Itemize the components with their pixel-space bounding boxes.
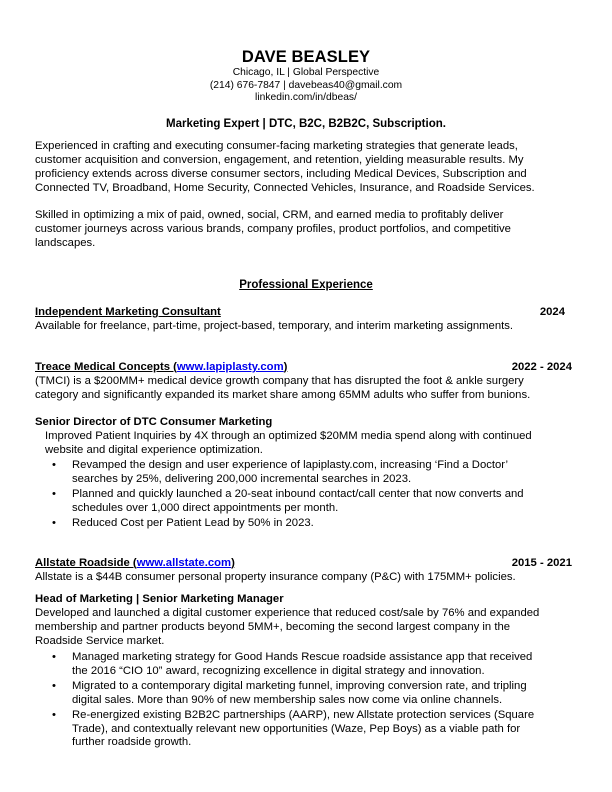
phone-email-line: (214) 676-7847 | davebeas40@gmail.com (209, 79, 403, 91)
summary-line: Connected TV, Broadband, Home Security, Connected Vehicles, Insurance, and Roadside Services. (35, 181, 535, 194)
linkedin-url: linkedin.com/in/dbeas/ (255, 92, 357, 103)
achievement-item: • Managed marketing strategy for Good Hands Rescue roadside assistance app that received the 2016 “CIO 10” award, recognizing excellence in digital strategy and innovation. (52, 651, 533, 677)
summary-line: Skilled in optimizing a mix of paid, owned, social, CRM, and earned media to profitably deliver (35, 209, 504, 221)
company-website-link[interactable]: www.lapiplasty.com (176, 361, 284, 373)
section-title-experience: Professional Experience (239, 279, 373, 291)
job-years: 2015 - 2021 (511, 557, 572, 569)
company-name: Treace Medical Concepts (www.lapiplasty.com) (35, 361, 288, 373)
role-summary: Improved Patient Inquiries by 4X through an optimized $20MM media spend along with continued website and digital experience optimization. (45, 430, 532, 456)
job-description: Available for freelance, part-time, project-based, temporary, and interim marketing assignments. (35, 320, 514, 332)
bullet-icon: • (52, 459, 56, 471)
bullet-icon: • (52, 516, 56, 529)
summary-line: proficiency extends across diverse consumer sectors, including Medical Devices, Subscription and (35, 167, 527, 180)
company-website-link[interactable]: www.allstate.com (136, 557, 232, 569)
job-description: (TMCI) is a $200MM+ medical device growth company that has disrupted the foot & ankle surgery category and significantly expanded its market share among 65MM adults who suffer from bunions. (35, 375, 531, 401)
role-summary: Developed and launched a digital customer experience that reduced cost/sale by 76% and expanded membership and partner products beyond 5MM+, becoming the second largest company in the Roadside Service market. (35, 607, 540, 647)
summary-line: customer acquisition and conversion, engagement, and retention, yielding measurable results. My (35, 153, 524, 166)
summary-line: Experienced in crafting and executing consumer-facing marketing strategies that generate leads, (35, 140, 518, 152)
job-years: 2024 (539, 306, 565, 318)
summary-paragraph-1 (35, 140, 580, 196)
achievement-item: • Planned and quickly launched a 20-seat inbound contact/call center that now converts and schedules over 1,000 direct appointments per month. (52, 487, 524, 514)
company-name: Independent Marketing Consultant (35, 306, 221, 318)
job-role-title: Senior Director of DTC Consumer Marketing (35, 416, 273, 428)
bullet-icon: • (52, 679, 56, 692)
summary-line: customer journeys across various brands, company profiles, product portfolios, and competitive (35, 222, 511, 235)
job-years: 2022 - 2024 (511, 361, 572, 373)
job-header-allstate (35, 557, 572, 571)
company-name: Allstate Roadside (www.allstate.com) (35, 557, 235, 569)
summary-paragraph-2 (35, 209, 580, 251)
headline: Marketing Expert | DTC, B2C, B2B2C, Subscription. (166, 118, 446, 130)
achievement-list (35, 651, 575, 750)
bullet-icon: • (52, 708, 56, 721)
job-description: Allstate is a $44B consumer personal property insurance company (P&C) with 175MM+ policies. (35, 571, 516, 583)
achievement-item: • Revamped the design and user experience of lapiplasty.com, increasing ‘Find a Doctor’ searches by 25%, delivering 200,000 incremental searches in 2023. (52, 459, 509, 485)
achievement-item: • Reduced Cost per Patient Lead by 50% in 2023. (52, 516, 314, 529)
bullet-icon: • (52, 487, 56, 500)
achievement-list (35, 459, 575, 531)
job-role-title: Head of Marketing | Senior Marketing Manager (35, 593, 284, 605)
achievement-item: • Re-energized existing B2B2C partnerships (AARP), new Allstate protection services (Square Trade), and contextually relevant new opportunities (Waze, Pep Boys) as a viable path for further roadside growth. (52, 708, 535, 749)
candidate-name: DAVE BEASLEY (241, 48, 371, 66)
location-line: Chicago, IL | Global Perspective (232, 67, 380, 78)
summary-line: landscapes. (35, 236, 96, 249)
bullet-icon: • (52, 651, 56, 663)
job-header-independent (35, 306, 569, 320)
job-header-treace (35, 361, 572, 375)
achievement-item: • Migrated to a contemporary digital marketing funnel, improving conversion rate, and tripling digital sales. More than 90% of new membership sales now come via online channels. (52, 679, 527, 706)
